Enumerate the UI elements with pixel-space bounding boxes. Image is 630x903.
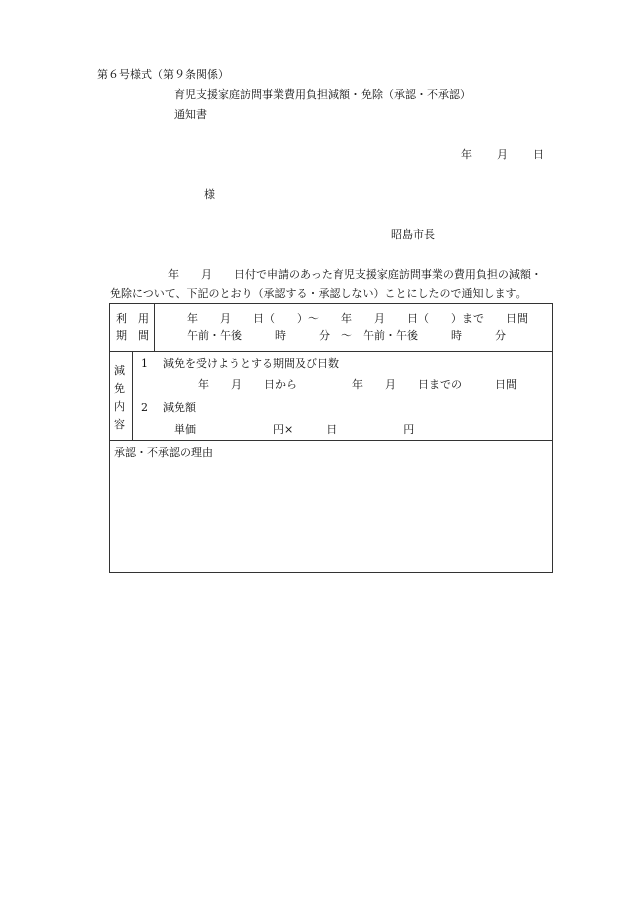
- document-subtitle: 通知書: [174, 108, 207, 121]
- reduction-item-1-number: 1: [141, 357, 148, 370]
- form-table: [109, 303, 553, 573]
- usage-period-label-line-1: 利 用: [116, 312, 149, 325]
- reduction-item-1-title: 減免を受けようとする期間及び日数: [163, 357, 339, 370]
- form-number: 第６号様式（第９条関係）: [97, 68, 229, 81]
- reduction-item-2-number: 2: [141, 401, 148, 414]
- date-day: 日: [533, 148, 544, 161]
- label-column-divider: [154, 304, 155, 351]
- usage-period-times: 午前・午後 時 分 ～ 午前・午後 時 分: [187, 329, 506, 342]
- reduction-label-char: 容: [114, 418, 125, 431]
- body-text-line-1: 年 月 日付で申請のあった育児支援家庭訪問事業の費用負担の減額・: [168, 268, 542, 281]
- reason-label: 承認・不承認の理由: [114, 446, 213, 459]
- addressee-suffix: 様: [204, 188, 215, 201]
- row-divider: [110, 440, 552, 441]
- reduction-item-2-title: 減免額: [163, 401, 196, 414]
- reduction-label-char: 内: [114, 400, 125, 413]
- body-text-line-2: 免除について、下記のとおり（承認する・承認しない）ことにしたので通知します。: [110, 287, 527, 300]
- reduction-label-char: 免: [114, 382, 125, 395]
- reduction-label-char: 減: [114, 364, 125, 377]
- row-divider: [110, 351, 552, 352]
- reduction-amount-detail: 単価 円× 日 円: [174, 423, 415, 436]
- issuer-name: 昭島市長: [391, 228, 435, 241]
- usage-period-dates: 年 月 日（ ）～ 年 月 日（ ）まで 日間: [187, 312, 528, 325]
- label-column-divider: [132, 351, 133, 440]
- document-title: 育児支援家庭訪問事業費用負担減額・免除（承認・不承認）: [174, 88, 471, 101]
- date-year: 年: [461, 148, 472, 161]
- reduction-period-detail: 年 月 日から 年 月 日までの 日間: [198, 378, 517, 391]
- date-month: 月: [497, 148, 508, 161]
- usage-period-label-line-2: 期 間: [116, 329, 149, 342]
